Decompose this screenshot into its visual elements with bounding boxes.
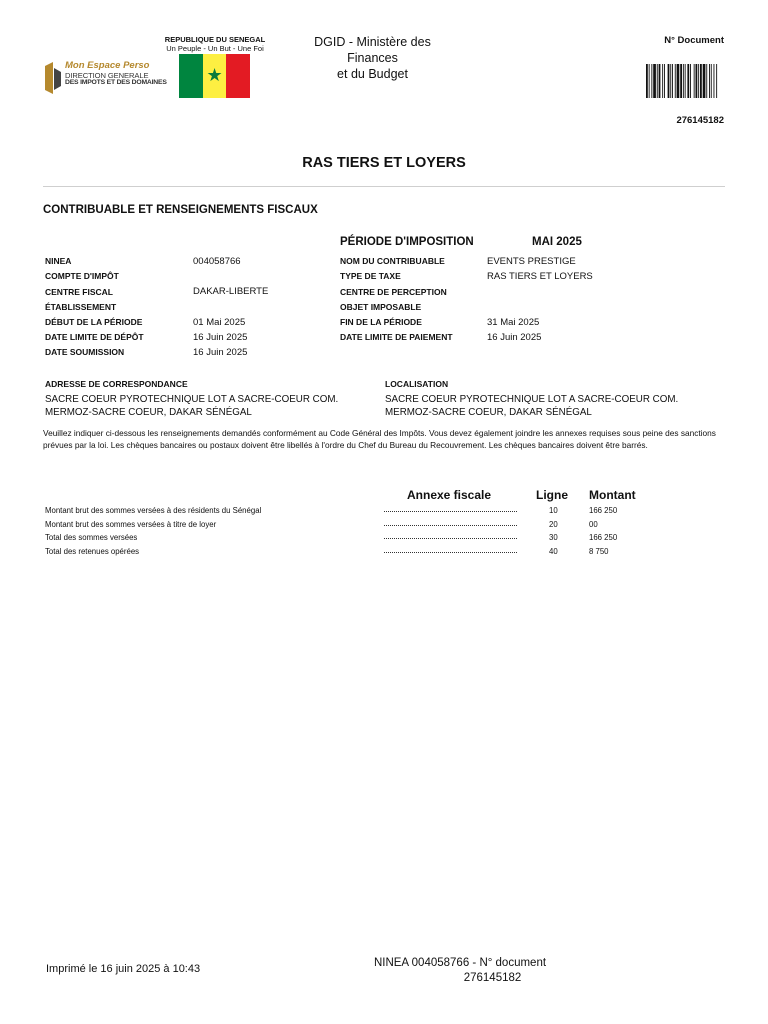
field-label: COMPTE D'IMPÔT: [45, 271, 119, 281]
adresse-line: MERMOZ-SACRE COEUR, DAKAR SÉNÉGAL: [45, 407, 252, 418]
row-ligne: 40: [549, 547, 558, 556]
ministry-line: Finances: [347, 51, 398, 65]
field-label: OBJET IMPOSABLE: [340, 302, 422, 312]
adresse-label: ADRESSE DE CORRESPONDANCE: [45, 379, 188, 389]
footer-ninea-line: NINEA 004058766 - N° document: [373, 957, 547, 969]
field-label: CENTRE FISCAL: [45, 287, 113, 297]
row-leader: [384, 538, 517, 539]
periode-value: MAI 2025: [532, 236, 582, 248]
section-title: CONTRIBUABLE ET RENSEIGNEMENTS FISCAUX: [43, 204, 318, 216]
localisation-label: LOCALISATION: [385, 379, 449, 389]
field-label: FIN DE LA PÉRIODE: [340, 317, 422, 327]
row-ligne: 30: [549, 533, 558, 542]
field-value: 31 Mai 2025: [487, 317, 540, 328]
field-label: DATE SOUMISSION: [45, 347, 125, 357]
periode-label: PÉRIODE D'IMPOSITION: [340, 236, 474, 248]
row-label: Total des sommes versées: [45, 533, 138, 542]
field-value: 01 Mai 2025: [193, 317, 246, 328]
row-label: Total des retenues opérées: [45, 547, 140, 556]
field-value: RAS TIERS ET LOYERS: [487, 271, 593, 282]
row-ligne: 20: [549, 520, 558, 529]
field-value: 16 Juin 2025: [193, 347, 248, 358]
row-montant: 166 250: [589, 506, 618, 515]
document-number: 276145182: [676, 115, 724, 126]
adresse-value: [45, 393, 375, 419]
adresse-line: SACRE COEUR PYROTECHNIQUE LOT A SACRE-COEUR COM.: [45, 394, 339, 405]
logo-line-3: DES IMPOTS ET DES DOMAINES: [65, 79, 167, 86]
field-label: DÉBUT DE LA PÉRIODE: [45, 317, 143, 327]
flag-yellow-band: [203, 54, 227, 98]
dgid-logo: [43, 60, 167, 98]
row-ligne: 10: [549, 506, 558, 515]
notice-text: Veuillez indiquer ci-dessous les renseignements demandés conformément au Code Général des Impôts. Vous devez également joindre les annexes requises sous peine des sanctions prévues par la loi. Les chèques bancaires ou postaux doivent être libellés à l'ordre du Chef du Bureau du Recouvrement. Les chèques bancaires doivent être barrés.: [43, 428, 716, 450]
field-label: NOM DU CONTRIBUABLE: [340, 256, 445, 266]
localisation-line: MERMOZ-SACRE COEUR, DAKAR SÉNÉGAL: [385, 407, 592, 418]
republic-title: REPUBLIQUE DU SENEGAL: [164, 35, 266, 44]
row-leader: [384, 552, 517, 553]
localisation-value: [385, 393, 715, 419]
flag-green-band: [179, 54, 203, 98]
field-label: TYPE DE TAXE: [340, 271, 401, 281]
field-value: 16 Juin 2025: [487, 332, 542, 343]
row-montant: 00: [589, 520, 598, 529]
row-leader: [384, 511, 517, 512]
row-montant: 166 250: [589, 533, 618, 542]
footer-doc-number: 276145182: [463, 972, 522, 984]
field-value: 16 Juin 2025: [193, 332, 248, 343]
field-label: CENTRE DE PERCEPTION: [340, 287, 447, 297]
ministry-name: [300, 34, 445, 82]
logo-line-2: DIRECTION GENERALE: [65, 71, 149, 80]
ministry-line: DGID - Ministère des: [314, 35, 431, 49]
localisation-line: SACRE COEUR PYROTECHNIQUE LOT A SACRE-COEUR COM.: [385, 394, 679, 405]
header-annexe: Annexe fiscale: [407, 488, 492, 502]
row-leader: [384, 525, 517, 526]
row-montant: 8 750: [589, 547, 609, 556]
republic-motto: Un Peuple - Un But - Une Foi: [166, 44, 264, 53]
flag-red-band: [226, 54, 250, 98]
divider: [43, 186, 725, 187]
field-label: DATE LIMITE DE PAIEMENT: [340, 332, 453, 342]
dgid-logo-icon: [43, 62, 63, 94]
field-value: 004058766: [193, 256, 241, 267]
footer-document-ref: [330, 956, 590, 986]
row-label: Montant brut des sommes versées à des résidents du Sénégal: [45, 506, 262, 515]
page-title: RAS TIERS ET LOYERS: [302, 155, 466, 171]
header-montant: Montant: [589, 488, 636, 502]
field-label: DATE LIMITE DE DÉPÔT: [45, 332, 144, 342]
row-label: Montant brut des sommes versées à titre de loyer: [45, 520, 217, 529]
ministry-line: et du Budget: [337, 67, 408, 81]
field-label: NINEA: [45, 256, 72, 266]
field-value: DAKAR-LIBERTE: [193, 286, 269, 297]
barcode: [646, 64, 726, 98]
senegal-flag: [179, 54, 250, 98]
logo-line-1: Mon Espace Perso: [65, 60, 150, 71]
field-value: EVENTS PRESTIGE: [487, 256, 576, 267]
document-number-label: N° Document: [664, 35, 724, 46]
star-icon: ★: [206, 65, 223, 85]
printed-date: Imprimé le 16 juin 2025 à 10:43: [46, 963, 201, 975]
field-label: ÉTABLISSEMENT: [45, 302, 117, 312]
header-ligne: Ligne: [536, 488, 568, 502]
